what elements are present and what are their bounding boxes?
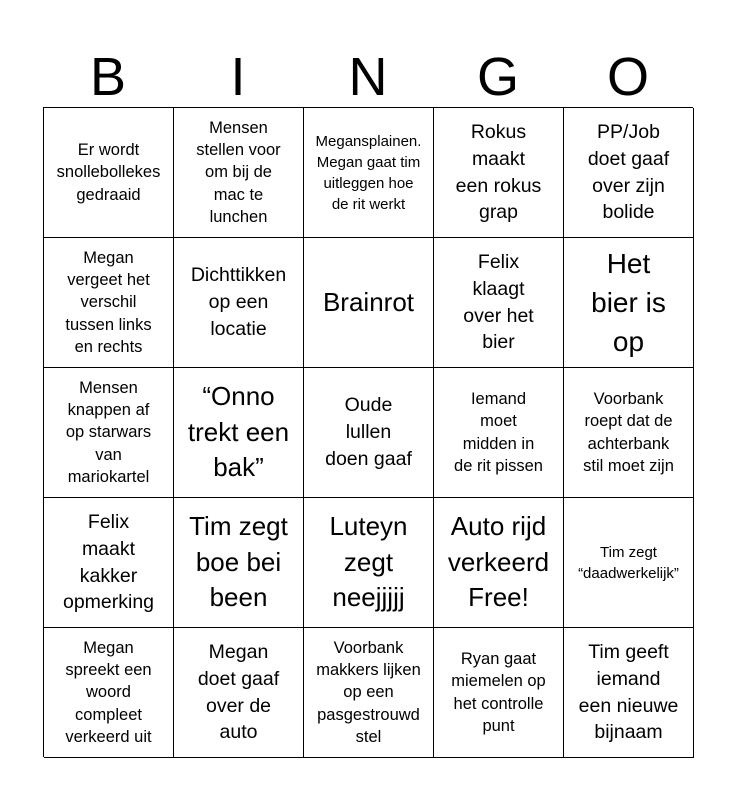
bingo-cell-r5c5[interactable]	[564, 628, 694, 758]
bingo-cell-text: Megan doet gaaf over de auto	[197, 640, 280, 744]
bingo-board	[43, 107, 693, 757]
bingo-cell-r5c2[interactable]	[174, 628, 304, 758]
bingo-cell-r2c2[interactable]	[174, 238, 304, 368]
bingo-cell-r3c4[interactable]	[434, 368, 564, 498]
bingo-cell-text: Megan vergeet het verschil tussen links en rechts	[65, 248, 152, 356]
bingo-cell-text: Ryan gaat miemelen op het controlle punt	[451, 649, 546, 735]
bingo-cell-r3c3[interactable]	[304, 368, 434, 498]
bingo-cell-text: Tim zegt boe bei been	[189, 511, 288, 613]
bingo-cell-r3c5[interactable]	[564, 368, 694, 498]
bingo-cell-r1c2[interactable]	[174, 108, 304, 238]
bingo-cell-text: Auto rijd verkeerd Free!	[447, 511, 550, 613]
bingo-cell-r2c5[interactable]	[564, 238, 694, 368]
bingo-cell-r2c1[interactable]	[44, 238, 174, 368]
bingo-cell-text: Voorbank makkers lijken op een pasgestrouwd stel	[316, 638, 421, 746]
header-letter-g: G	[476, 47, 519, 107]
bingo-cell-text: Tim geeft iemand een nieuwe bijnaam	[578, 640, 679, 744]
bingo-cell-r3c2[interactable]	[174, 368, 304, 498]
bingo-cell-text: Er wordt snollebollekes gedraaid	[56, 141, 161, 204]
bingo-cell-r4c1[interactable]	[44, 498, 174, 628]
bingo-cell-r4c2[interactable]	[174, 498, 304, 628]
bingo-cell-text: Voorbank roept dat de achterbank stil moet zijn	[583, 389, 674, 475]
bingo-cell-r4c4[interactable]	[434, 498, 564, 628]
bingo-cell-r4c5[interactable]	[564, 498, 694, 628]
bingo-cell-r5c3[interactable]	[304, 628, 434, 758]
bingo-cell-r1c5[interactable]	[564, 108, 694, 238]
bingo-cell-r1c4[interactable]	[434, 108, 564, 238]
bingo-cell-text: PP/Job doet gaaf over zijn bolide	[587, 120, 670, 224]
bingo-cell-r3c1[interactable]	[44, 368, 174, 498]
bingo-cell-r1c1[interactable]	[44, 108, 174, 238]
bingo-cell-text: Mensen stellen voor om bij de mac te lunchen	[196, 118, 281, 226]
bingo-cell-text: Felix maakt kakker opmerking	[62, 510, 155, 614]
header-letter-b: B	[89, 47, 127, 107]
bingo-cell-text: Megan spreekt een woord compleet verkeerd uit	[65, 638, 152, 746]
bingo-cell-r2c4[interactable]	[434, 238, 564, 368]
header-letter-n: N	[348, 47, 388, 107]
bingo-cell-text: “Onno trekt een bak”	[187, 381, 290, 483]
bingo-cell-text: Tim zegt “daadwerkelijk”	[578, 543, 679, 582]
bingo-cell-r4c3[interactable]	[304, 498, 434, 628]
header-letter-o: O	[606, 47, 649, 107]
bingo-cell-r1c3[interactable]	[304, 108, 434, 238]
bingo-cell-text: Oude lullen doen gaaf	[325, 394, 412, 470]
bingo-cell-text: Rokus maakt een rokus grap	[455, 120, 542, 224]
bingo-cell-text: Luteyn zegt neejjjjj	[329, 511, 408, 613]
bingo-cell-r5c1[interactable]	[44, 628, 174, 758]
bingo-cell-text: Mensen knappen af op starwars van mariokartel	[65, 378, 152, 486]
bingo-cell-r2c3[interactable]	[304, 238, 434, 368]
bingo-header	[43, 42, 693, 108]
bingo-cell-text: Felix klaagt over het bier	[463, 250, 534, 354]
bingo-cell-text: Iemand moet midden in de rit pissen	[454, 389, 543, 475]
bingo-cell-text: Het bier is op	[591, 247, 666, 358]
bingo-cell-text: Megansplainen. Megan gaat tim uitleggen hoe de rit werkt	[315, 132, 422, 213]
bingo-cell-text: Dichttikken op een locatie	[190, 264, 287, 340]
bingo-cell-r5c4[interactable]	[434, 628, 564, 758]
bingo-cell-text: Brainrot	[322, 286, 415, 317]
header-letter-i: I	[230, 47, 246, 107]
